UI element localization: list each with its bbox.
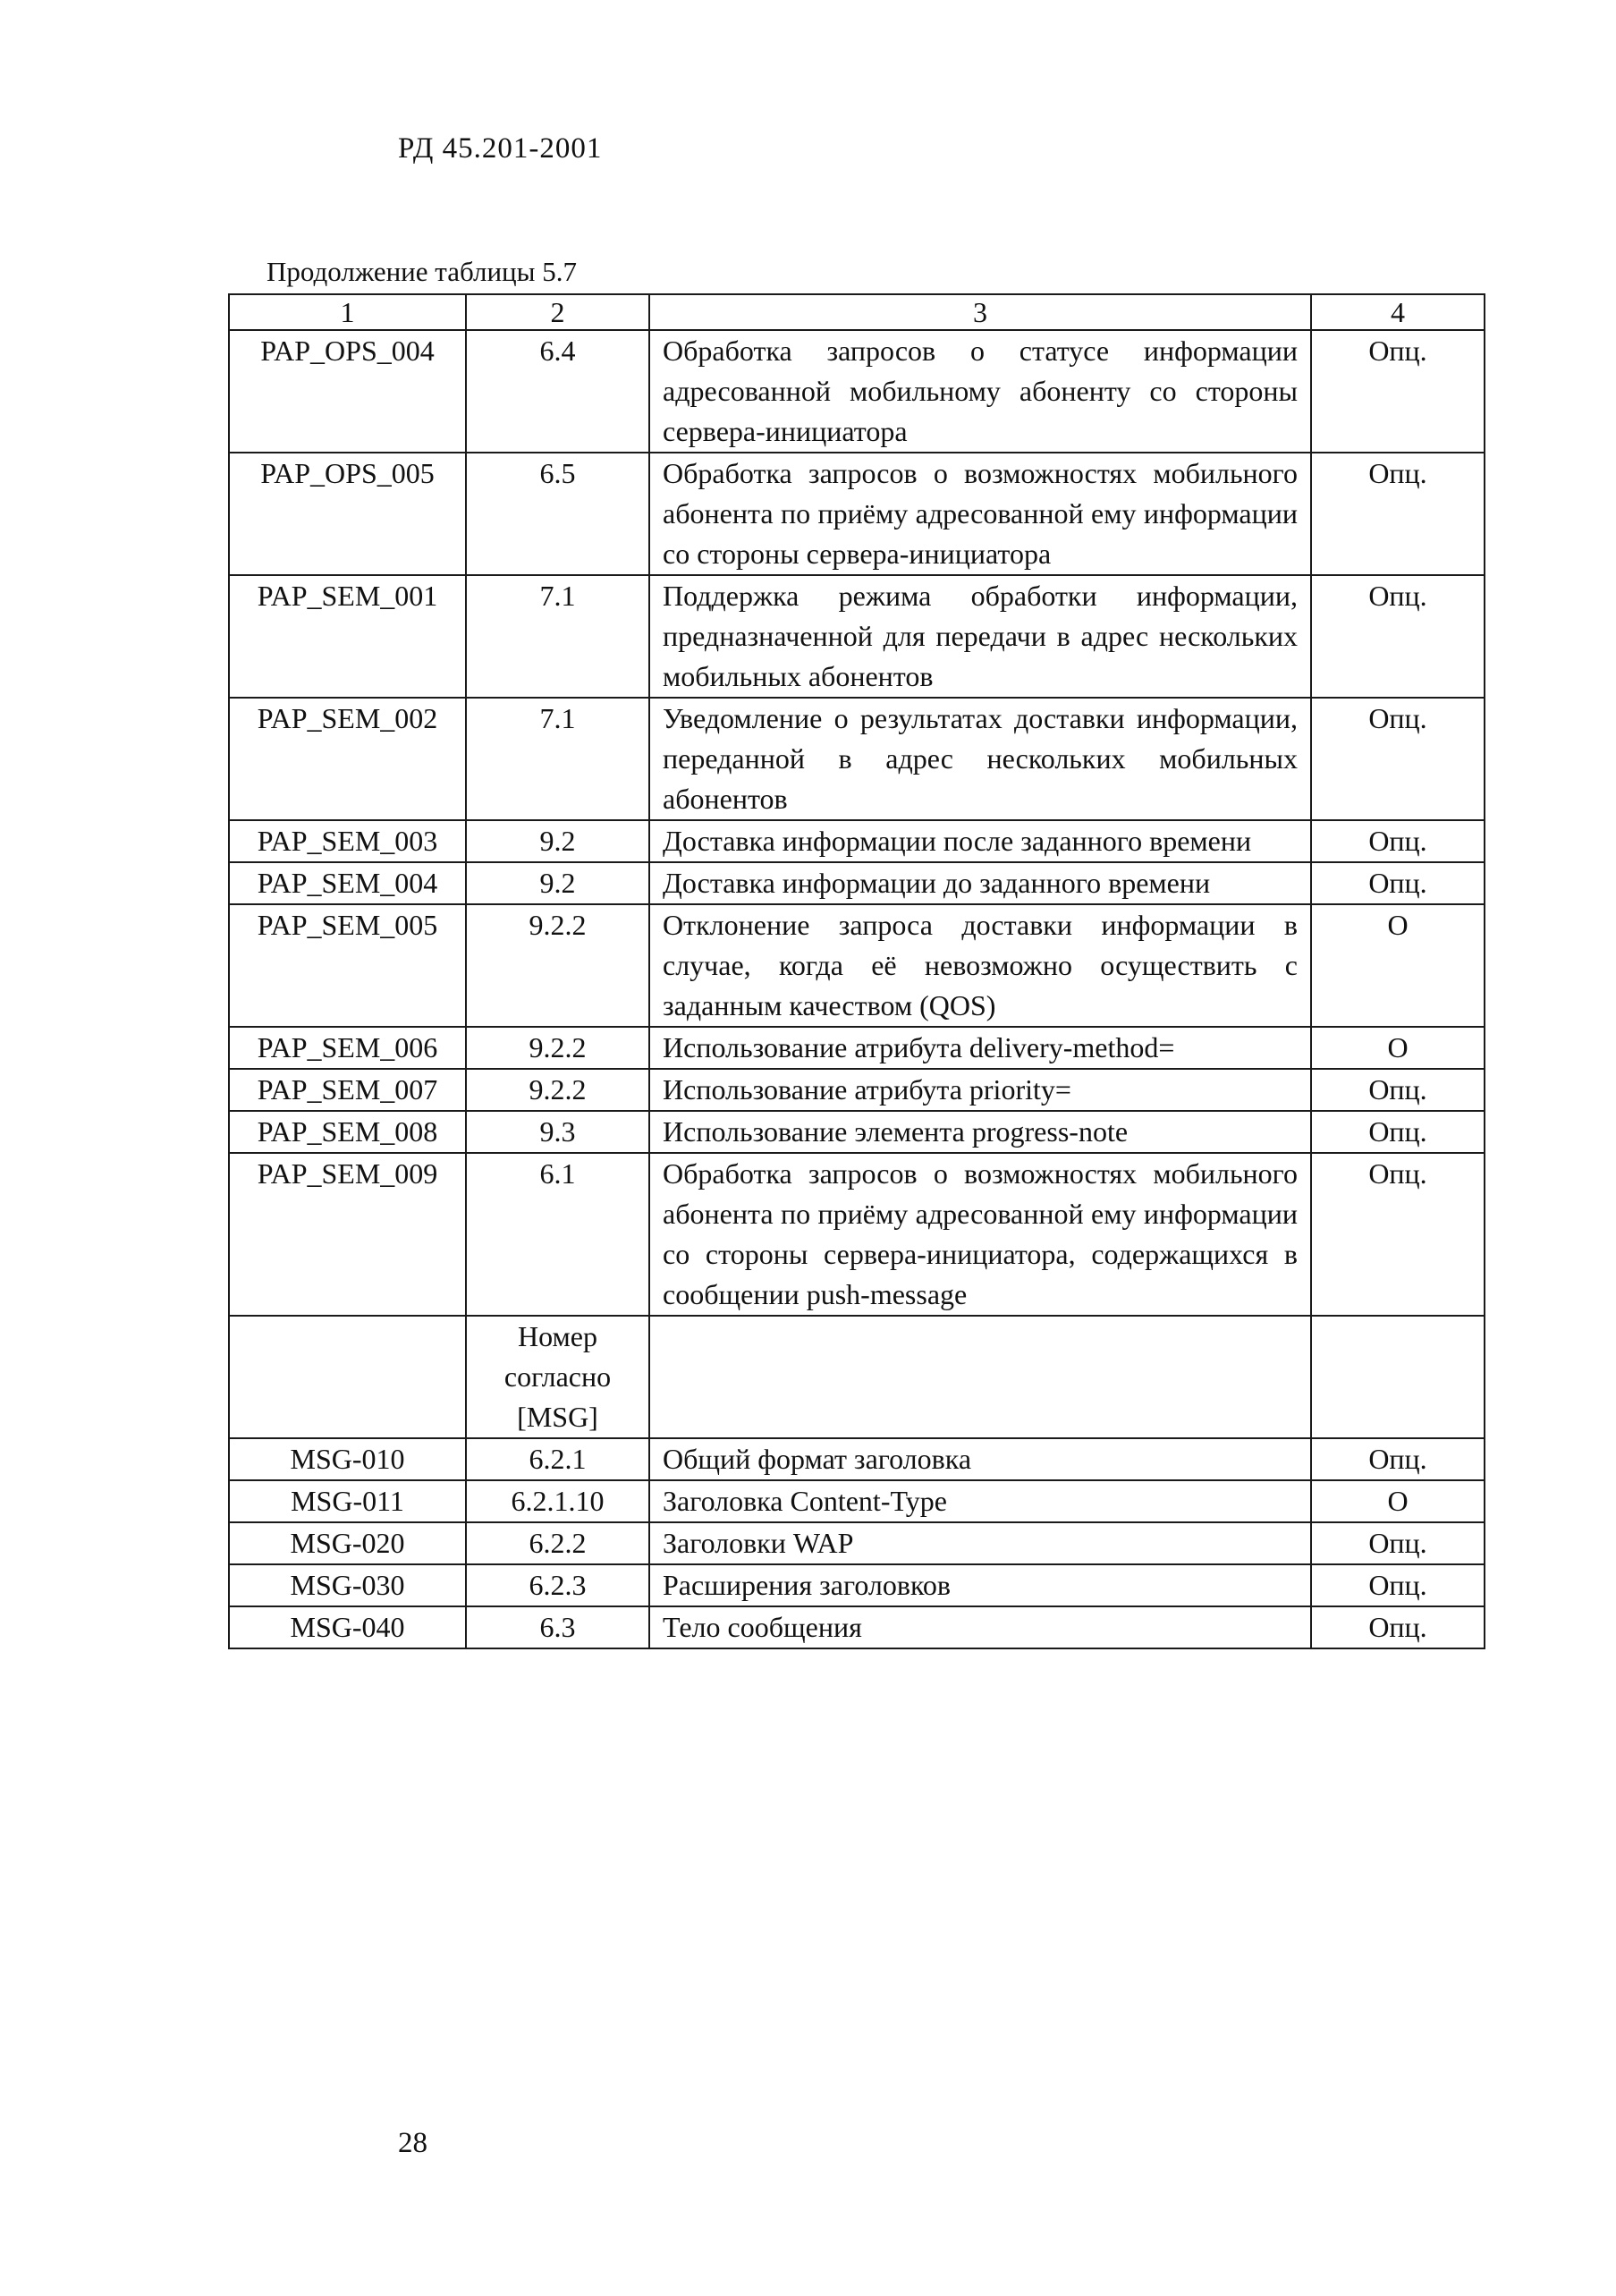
status-cell: Опц. — [1311, 575, 1485, 698]
item-id-cell: PAP_SEM_009 — [229, 1153, 466, 1316]
table-row — [229, 1438, 1485, 1480]
item-id-cell: PAP_SEM_006 — [229, 1027, 466, 1069]
table-row — [229, 1606, 1485, 1648]
status-cell: Опц. — [1311, 1522, 1485, 1564]
description-cell: Расширения заголовков — [649, 1564, 1311, 1606]
clause-ref-cell: 6.2.1.10 — [466, 1480, 649, 1522]
table-row — [229, 1027, 1485, 1069]
status-cell: Опц. — [1311, 1069, 1485, 1111]
description-cell: Заголовки WAP — [649, 1522, 1311, 1564]
item-id-cell: PAP_SEM_003 — [229, 820, 466, 862]
column-header: 4 — [1311, 294, 1485, 330]
table-row — [229, 1522, 1485, 1564]
table-row — [229, 820, 1485, 862]
item-id-cell: MSG-020 — [229, 1522, 466, 1564]
item-id-cell: MSG-030 — [229, 1564, 466, 1606]
clause-ref-cell: 6.5 — [466, 453, 649, 575]
status-cell: Опц. — [1311, 698, 1485, 820]
clause-ref-cell: 9.2.2 — [466, 1069, 649, 1111]
description-cell: Использование атрибута priority= — [649, 1069, 1311, 1111]
table-row — [229, 453, 1485, 575]
column-header: 3 — [649, 294, 1311, 330]
status-cell: Опц. — [1311, 1153, 1485, 1316]
clause-ref-cell: 6.1 — [466, 1153, 649, 1316]
table-row — [229, 904, 1485, 1027]
description-cell: Доставка информации до заданного времени — [649, 862, 1311, 904]
clause-ref-cell: 9.2 — [466, 862, 649, 904]
clause-ref-cell: 9.3 — [466, 1111, 649, 1153]
description-cell: Доставка информации после заданного времени — [649, 820, 1311, 862]
requirements-table — [228, 293, 1485, 1649]
status-cell: O — [1311, 1027, 1485, 1069]
table-row — [229, 330, 1485, 453]
status-cell: Опц. — [1311, 1438, 1485, 1480]
status-cell: Опц. — [1311, 1606, 1485, 1648]
description-cell: Отклонение запроса доставки информации в случае, когда её невозможно осуществить с заданным качеством (QOS) — [649, 904, 1311, 1027]
item-id-cell: PAP_OPS_005 — [229, 453, 466, 575]
table-row — [229, 698, 1485, 820]
item-id-cell: MSG-010 — [229, 1438, 466, 1480]
clause-ref-cell: 6.2.3 — [466, 1564, 649, 1606]
status-cell: O — [1311, 1480, 1485, 1522]
status-cell: Опц. — [1311, 1564, 1485, 1606]
item-id-cell: PAP_SEM_001 — [229, 575, 466, 698]
column-header: 1 — [229, 294, 466, 330]
clause-ref-cell: 9.2.2 — [466, 1027, 649, 1069]
item-id-cell — [229, 1316, 466, 1438]
description-cell: Обработка запросов о возможностях мобильного абонента по приёму адресованной ему информации со стороны сервера-инициатора, содержащихся в сообщении push-message — [649, 1153, 1311, 1316]
item-id-cell: PAP_SEM_004 — [229, 862, 466, 904]
clause-ref-cell: 6.3 — [466, 1606, 649, 1648]
item-id-cell: MSG-011 — [229, 1480, 466, 1522]
table-row — [229, 1316, 1485, 1438]
table-row — [229, 1480, 1485, 1522]
description-cell: Обработка запросов о возможностях мобильного абонента по приёму адресованной ему информации со стороны сервера-инициатора — [649, 453, 1311, 575]
description-cell — [649, 1316, 1311, 1438]
clause-ref-cell: 9.2 — [466, 820, 649, 862]
item-id-cell: MSG-040 — [229, 1606, 466, 1648]
description-cell: Обработка запросов о статусе информации адресованной мобильному абоненту со стороны сервера-инициатора — [649, 330, 1311, 453]
document-code: РД 45.201-2001 — [398, 132, 603, 165]
item-id-cell: PAP_SEM_007 — [229, 1069, 466, 1111]
item-id-cell: PAP_SEM_002 — [229, 698, 466, 820]
status-cell: Опц. — [1311, 330, 1485, 453]
clause-ref-cell: 9.2.2 — [466, 904, 649, 1027]
clause-ref-cell: 7.1 — [466, 575, 649, 698]
clause-ref-cell: 6.2.2 — [466, 1522, 649, 1564]
table-header-row — [229, 294, 1485, 330]
status-cell: Опц. — [1311, 862, 1485, 904]
description-cell: Общий формат заголовка — [649, 1438, 1311, 1480]
clause-ref-cell: 7.1 — [466, 698, 649, 820]
clause-ref-cell: 6.4 — [466, 330, 649, 453]
table-row — [229, 1564, 1485, 1606]
table-row — [229, 575, 1485, 698]
table-row — [229, 862, 1485, 904]
description-cell: Заголовка Content-Type — [649, 1480, 1311, 1522]
description-cell: Поддержка режима обработки информации, предназначенной для передачи в адрес нескольких мобильных абонентов — [649, 575, 1311, 698]
description-cell: Уведомление о результатах доставки информации, переданной в адрес нескольких мобильных абонентов — [649, 698, 1311, 820]
status-cell — [1311, 1316, 1485, 1438]
page-number: 28 — [398, 2127, 427, 2159]
status-cell: Опц. — [1311, 1111, 1485, 1153]
description-cell: Использование атрибута delivery-method= — [649, 1027, 1311, 1069]
table-row — [229, 1069, 1485, 1111]
description-cell: Использование элемента progress-note — [649, 1111, 1311, 1153]
status-cell: Опц. — [1311, 820, 1485, 862]
status-cell: Опц. — [1311, 453, 1485, 575]
description-cell: Тело сообщения — [649, 1606, 1311, 1648]
table-row — [229, 1111, 1485, 1153]
item-id-cell: PAP_SEM_008 — [229, 1111, 466, 1153]
status-cell: O — [1311, 904, 1485, 1027]
item-id-cell: PAP_OPS_004 — [229, 330, 466, 453]
clause-ref-cell: Номер согласно [MSG] — [466, 1316, 649, 1438]
column-header: 2 — [466, 294, 649, 330]
item-id-cell: PAP_SEM_005 — [229, 904, 466, 1027]
table-caption: Продолжение таблицы 5.7 — [267, 256, 577, 287]
table-row — [229, 1153, 1485, 1316]
clause-ref-cell: 6.2.1 — [466, 1438, 649, 1480]
